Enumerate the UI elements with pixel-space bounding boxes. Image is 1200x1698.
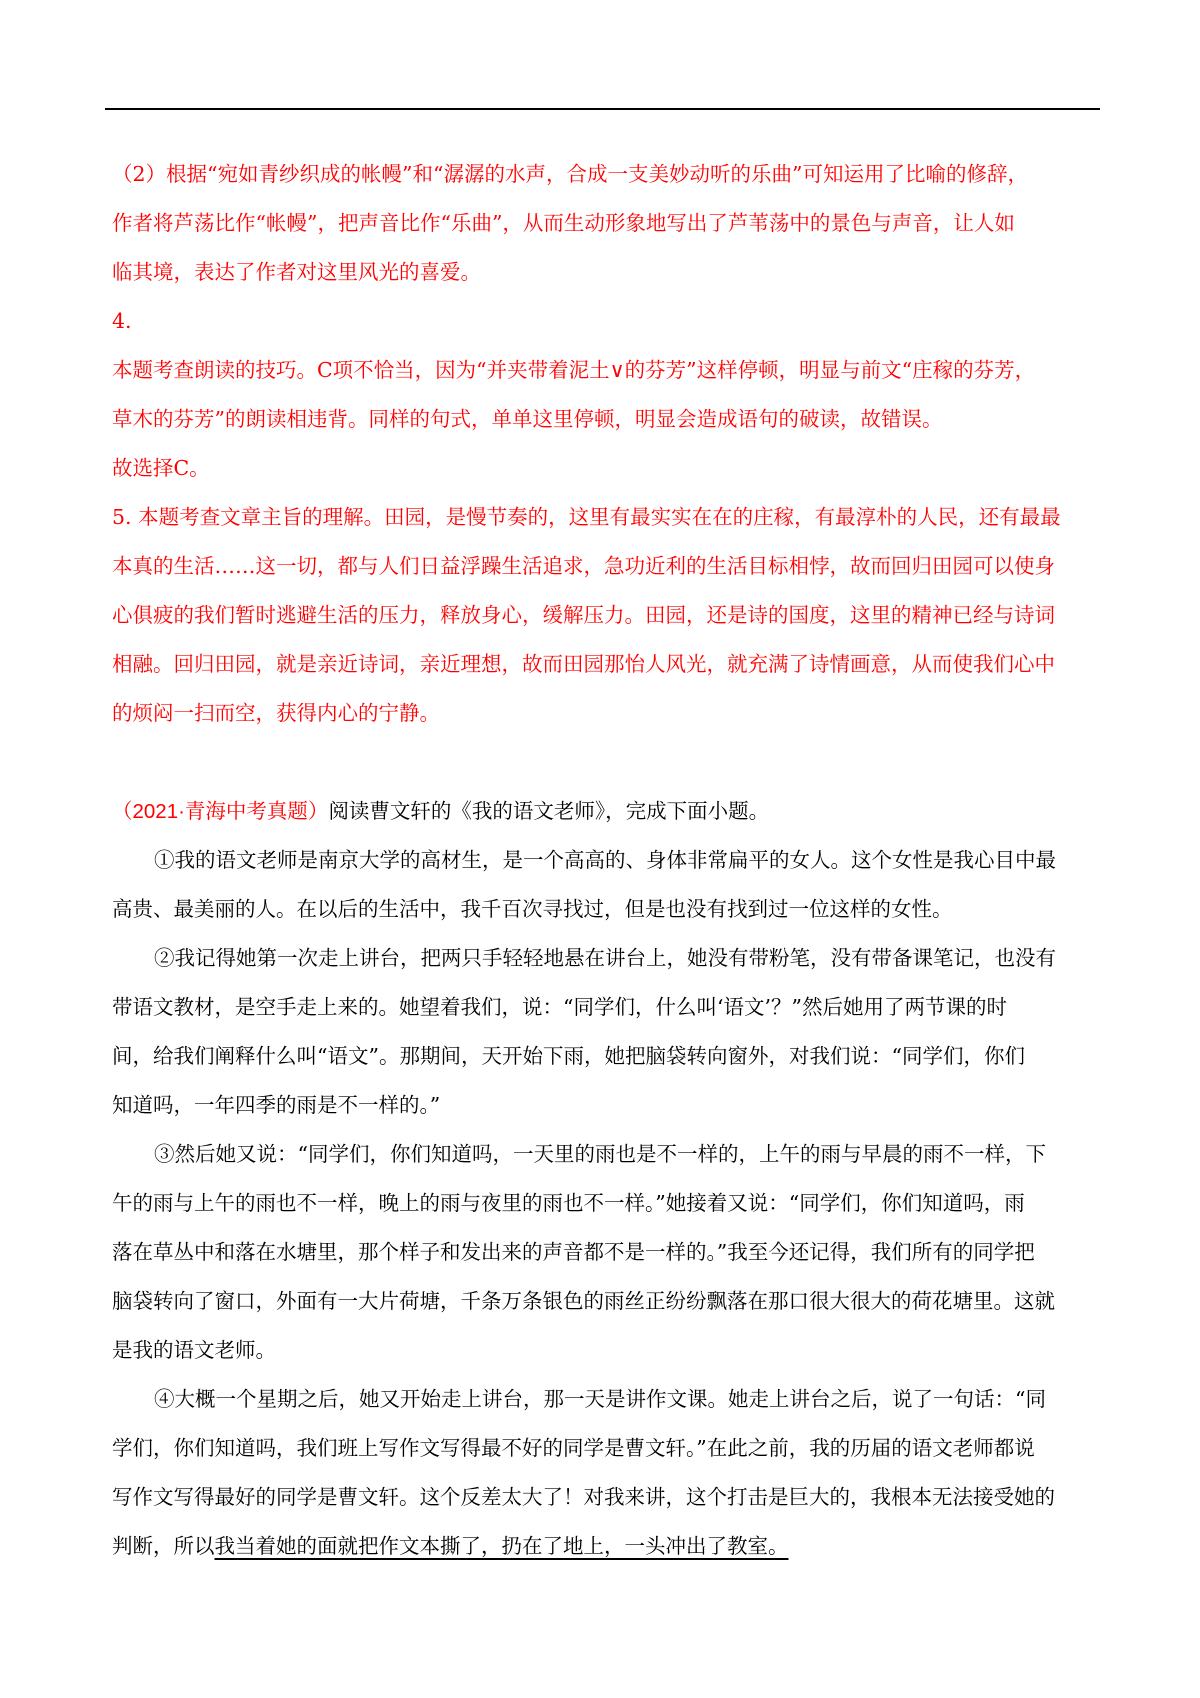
paragraph-line: 间，给我们阐释什么叫“语文”。那期间，天开始下雨，她把脑袋转向窗外，对我们说：“同学们，你们 [112,1044,1025,1068]
paragraph-line: 写作文写得最好的同学是曹文轩。这个反差太大了！对我来讲，这个打击是巨大的，我根本无法接受她的 [112,1485,1055,1509]
answer-q5-line: 相融。回归田园，就是亲近诗词，亲近理想，故而田园那怡人风光，就充满了诗情画意，从而使我们心中 [112,652,1055,676]
answer-q2-line: （2）根据“宛如青纱织成的帐幔”和“潺潺的水声，合成一支美妙动听的乐曲”可知运用了比喻的修辞， [112,162,1028,186]
header-rule [105,108,1100,110]
paragraph-line: 带语文教材，是空手走上来的。她望着我们，说：“同学们，什么叫‘语文’？”然后她用了两节课的时 [112,995,1007,1019]
reading-paragraph-3 [112,1130,1097,1375]
answer-q4-line: 草木的芬芳”的朗读相违背。同样的句式，单单这里停顿，明显会造成语句的破读，故错误。 [112,407,943,431]
document-content [112,150,1097,1571]
paragraph-line: 学们，你们知道吗，我们班上写作文写得最不好的同学是曹文轩。”在此之前，我的历届的语文老师都说 [112,1436,1035,1460]
paragraph-line: 脑袋转向了窗口，外面有一大片荷塘，千条万条银色的雨丝正纷纷飘落在那口很大很大的荷花塘里。这就 [112,1289,1055,1313]
answer-q5-line: 心俱疲的我们暂时逃避生活的压力，释放身心，缓解压力。田园，还是诗的国度，这里的精神已经与诗词 [112,603,1055,627]
answer-q5-line: 的烦闷一扫而空，获得内心的宁静。 [112,701,440,725]
answer-q2-line: 临其境，表达了作者对这里风光的喜爱。 [112,260,481,284]
paragraph-line: 知道吗，一年四季的雨是不一样的。” [112,1093,441,1117]
answer-q5 [112,493,1097,738]
paragraph-line: 高贵、最美丽的人。在以后的生活中，我千百次寻找过，但是也没有找到过一位这样的女性。 [112,897,953,921]
paragraph-line-prefix: 判断，所以 [112,1534,215,1558]
reading-paragraph-2 [112,934,1097,1130]
paragraph-line: ②我记得她第一次走上讲台，把两只手轻轻地悬在讲台上，她没有带粉笔，没有带备课笔记，也没有 [154,946,1056,970]
underlined-sentence: 我当着她的面就把作文本撕了，扔在了地上，一头冲出了教室。 [214,1534,789,1558]
section-spacer [112,738,1097,787]
reading-source: （2021·青海中考真题） [112,800,329,823]
reading-paragraph-4 [112,1375,1097,1571]
answer-q4-number: 4. [112,309,132,333]
answer-q4-choice: 故选择C。 [112,456,210,480]
answer-q2 [112,150,1097,297]
reading-prompt: 阅读曹文轩的《我的语文老师》，完成下面小题。 [328,799,770,823]
answer-q2-line: 作者将芦荡比作“帐幔”，把声音比作“乐曲”，从而生动形象地写出了芦苇荡中的景色与声音，让人如 [112,211,1015,235]
answer-q4 [112,297,1097,493]
reading-paragraph-1 [112,836,1097,934]
reading-heading [112,787,1097,836]
paragraph-line: 落在草丛中和落在水塘里，那个样子和发出来的声音都不是一样的。”我至今还记得，我们所有的同学把 [112,1240,1035,1264]
paragraph-line: ③然后她又说：“同学们，你们知道吗，一天里的雨也是不一样的，上午的雨与早晨的雨不一样，下 [154,1142,1046,1166]
answer-q4-line: 本题考查朗读的技巧。C项不恰当，因为“并夹带着泥土∨的芬芳”这样停顿，明显与前文“庄稼的芬芳， [112,358,1036,382]
answer-q5-line: 5. 本题考查文章主旨的理解。田园，是慢节奏的，这里有最实实在在的庄稼，有最淳朴的人民，还有最最 [112,505,1061,529]
answer-q5-line: 本真的生活……这一切，都与人们日益浮躁生活追求，急功近利的生活目标相悖，故而回归田园可以使身 [112,554,1055,578]
paragraph-line: 是我的语文老师。 [112,1338,276,1362]
paragraph-line-last [112,1522,1097,1571]
paragraph-line: 午的雨与上午的雨也不一样，晚上的雨与夜里的雨也不一样。”她接着又说：“同学们，你们知道吗，雨 [112,1191,1025,1215]
paragraph-line: ①我的语文老师是南京大学的高材生，是一个高高的、身体非常扁平的女人。这个女性是我心目中最 [154,848,1056,872]
paragraph-line: ④大概一个星期之后，她又开始走上讲台，那一天是讲作文课。她走上讲台之后，说了一句话：“同 [154,1387,1046,1411]
